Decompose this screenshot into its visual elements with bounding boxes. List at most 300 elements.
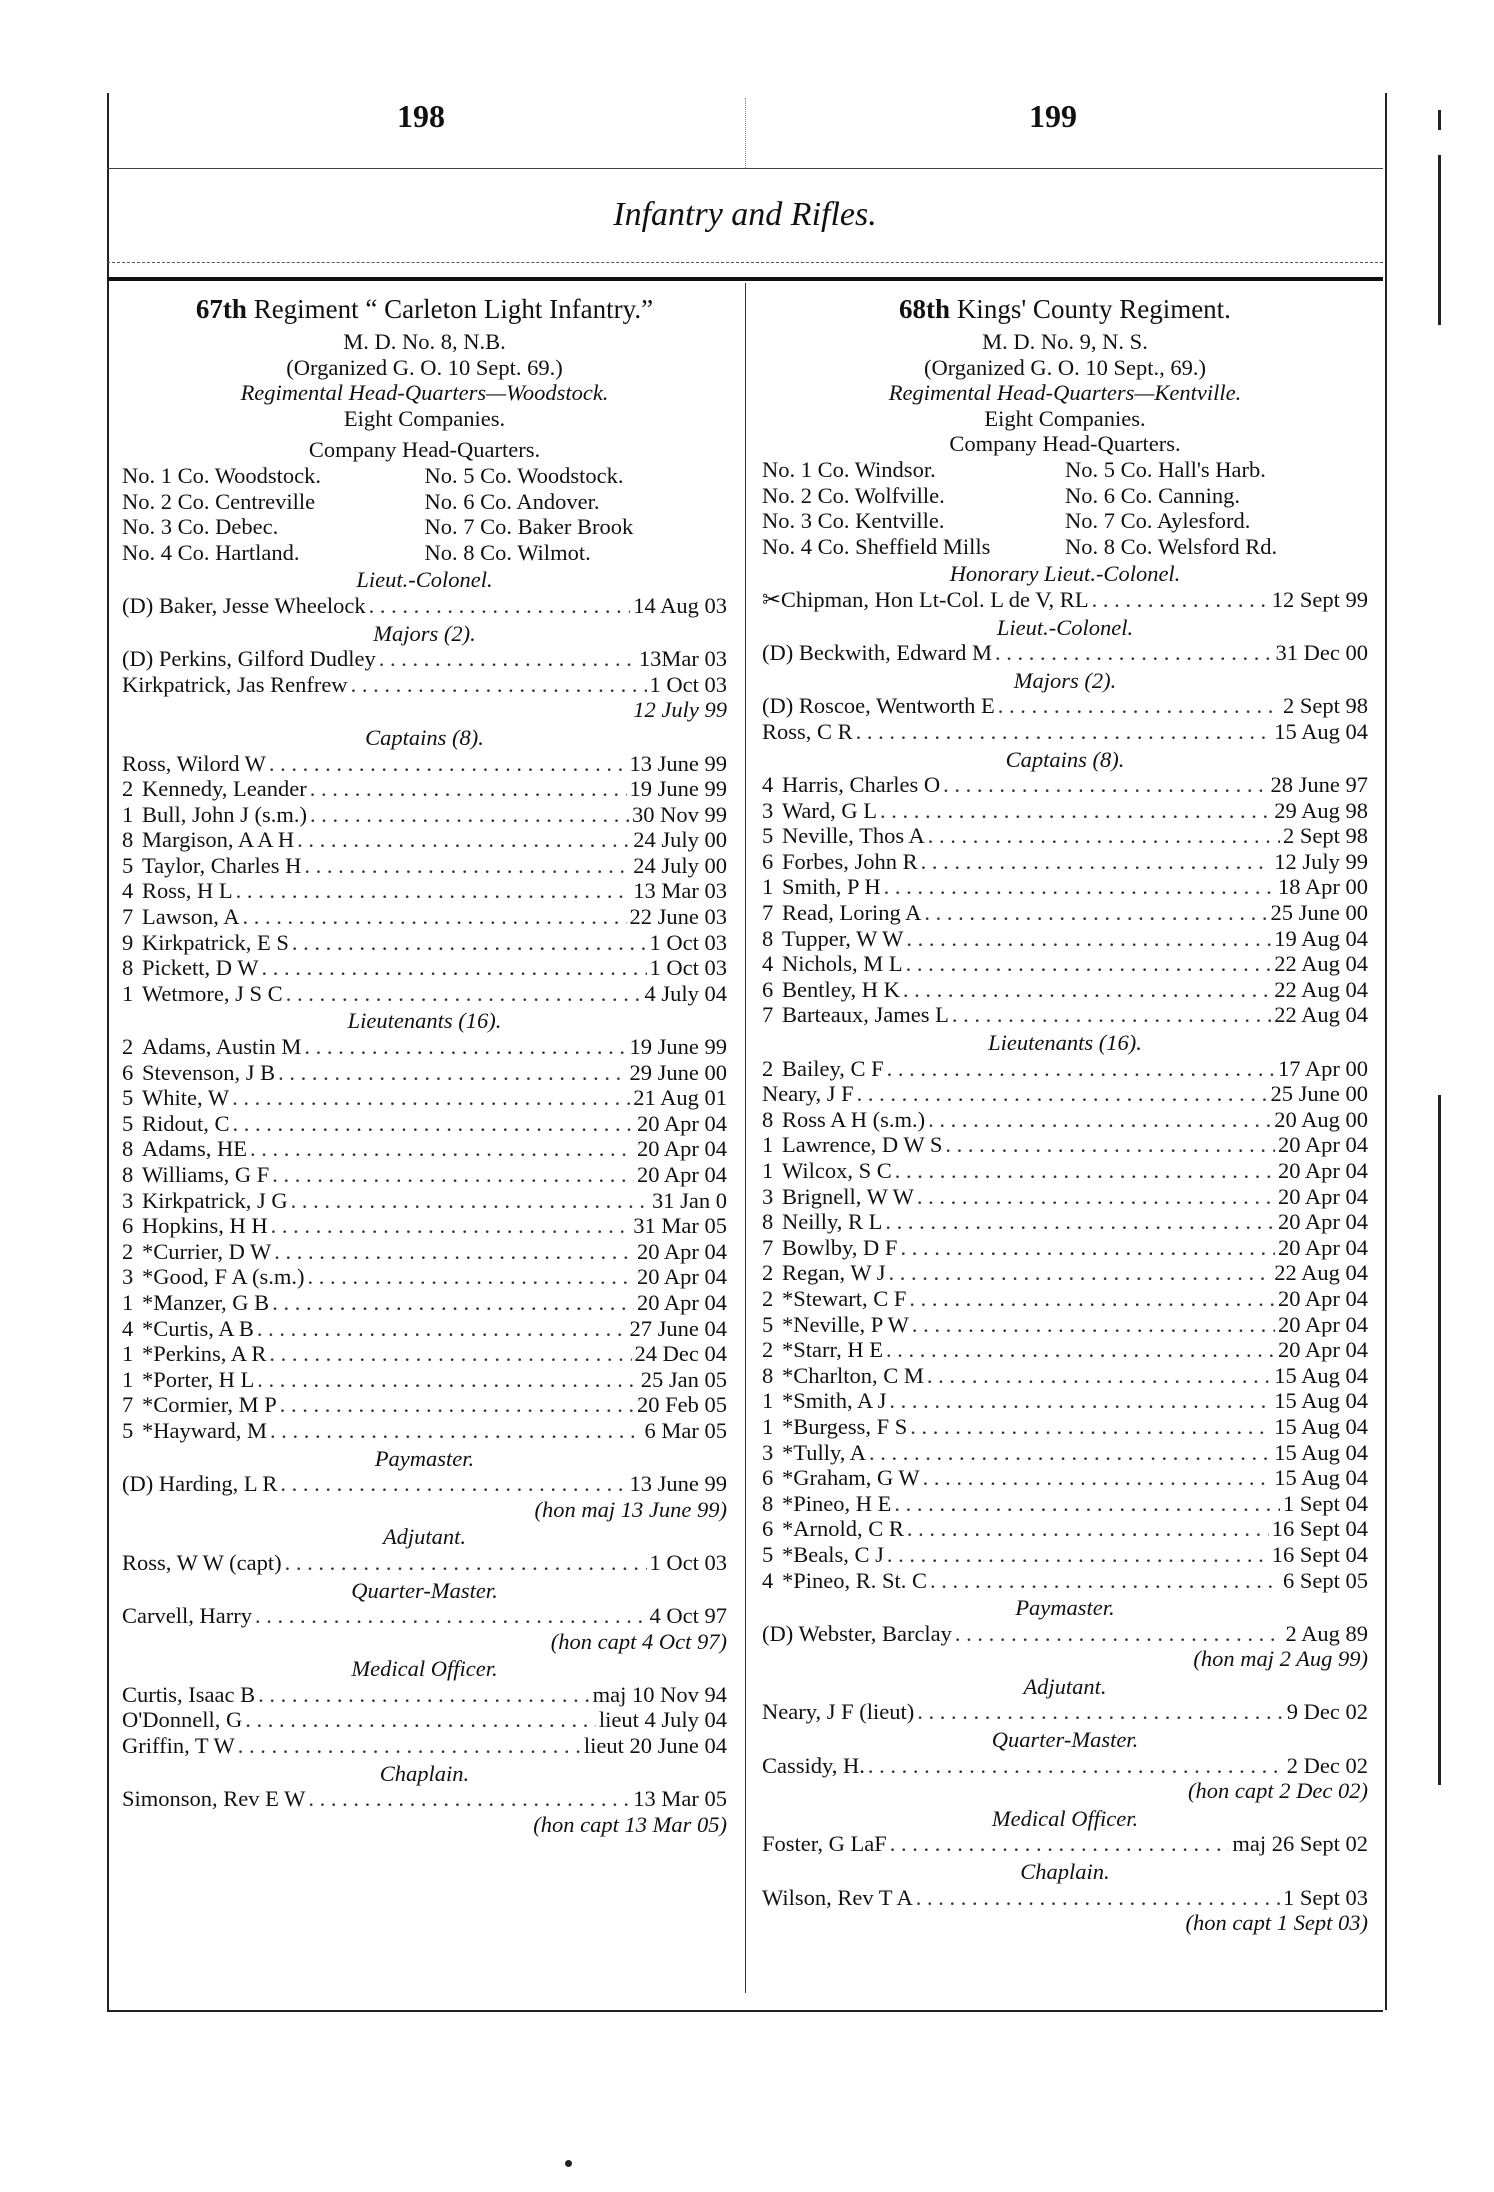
rank-heading: Medical Officer. — [351, 1656, 498, 1682]
rank-heading: Majors (2). — [373, 620, 476, 646]
officer-name: Wetmore, J S C — [142, 980, 283, 1006]
company-list — [762, 457, 1368, 559]
officer-row — [122, 1213, 727, 1239]
dot-leader — [930, 1568, 1280, 1594]
rank-heading: Captains (8). — [1005, 746, 1125, 772]
officer-name: *Neville, P W — [782, 1311, 909, 1337]
dot-leader — [917, 1184, 1275, 1210]
officer-name: Kirkpatrick, Jas Renfrew — [122, 671, 348, 697]
officer-name: Wilson, Rev T A — [762, 1884, 913, 1910]
officer-name: Smith, P H — [782, 874, 881, 900]
dot-leader — [308, 1786, 630, 1812]
rank-heading: Majors (2). — [1013, 667, 1117, 693]
rank-heading: Lieut.-Colonel. — [996, 614, 1134, 640]
dot-leader — [869, 1440, 1271, 1466]
commission-date: maj 26 Sept 02 — [1232, 1831, 1368, 1857]
officer-name: Simonson, Rev E W — [122, 1786, 306, 1812]
company-count: Eight Companies. — [343, 405, 506, 431]
dot-leader — [889, 1388, 1271, 1414]
officer-name: *Porter, H L — [142, 1366, 255, 1392]
company-number: 1 — [762, 1413, 774, 1439]
commission-date: 28 June 97 — [1270, 772, 1368, 798]
company-number: 4 — [762, 772, 774, 798]
officer-row — [122, 1111, 727, 1137]
officer-sections — [762, 561, 1368, 1935]
edge-mark — [1438, 155, 1441, 325]
company-entry: No. 8 Co. Welsford Rd. — [1065, 533, 1278, 559]
company-number: 3 — [762, 1439, 774, 1465]
dot-leader — [886, 1337, 1275, 1363]
dot-leader — [928, 1107, 1271, 1133]
company-number: 4 — [122, 1315, 134, 1341]
officer-row — [122, 1471, 727, 1497]
company-number: 6 — [122, 1213, 134, 1239]
officer-name: *Stewart, C F — [782, 1285, 907, 1311]
officer-name: *Smith, A J — [782, 1388, 887, 1414]
officer-row — [122, 593, 727, 619]
company-number: 2 — [762, 1337, 774, 1363]
company-hq-heading: Company Head-Quarters. — [308, 437, 541, 463]
officer-row — [122, 776, 727, 802]
dot-leader — [921, 849, 1272, 875]
officer-row — [762, 926, 1368, 952]
officer-row — [122, 878, 727, 904]
company-number: 5 — [762, 1311, 774, 1337]
commission-date: 22 Aug 04 — [1274, 1260, 1368, 1286]
officer-row — [122, 1034, 727, 1060]
rank-heading: Adjutant. — [1023, 1673, 1107, 1699]
dot-leader — [880, 798, 1271, 824]
company-number: 6 — [122, 1059, 134, 1085]
regiment-number: 68th — [899, 294, 951, 324]
dot-leader — [238, 1733, 581, 1759]
officer-name: *Manzer, G B — [142, 1289, 270, 1315]
regimental-hq: Regimental Head-Quarters—Woodstock. — [240, 380, 609, 406]
officer-name: (D) Harding, L R — [122, 1471, 278, 1497]
dot-leader — [255, 1603, 647, 1629]
officer-row — [122, 1316, 727, 1342]
officer-row — [762, 1260, 1368, 1286]
company-number: 2 — [122, 776, 134, 802]
dot-leader — [910, 1414, 1271, 1440]
commission-date: 31 Mar 05 — [633, 1213, 727, 1239]
officer-row — [762, 977, 1368, 1003]
company-number: 2 — [762, 1285, 774, 1311]
commission-date: 30 Nov 99 — [632, 801, 727, 827]
officer-row — [762, 1107, 1368, 1133]
dot-leader — [236, 878, 631, 904]
rank-heading: Medical Officer. — [991, 1805, 1139, 1831]
commission-date: 1 Sept 04 — [1282, 1490, 1368, 1516]
dot-leader — [292, 930, 647, 956]
company-number: 5 — [122, 1417, 134, 1443]
commission-date: 1 Sept 03 — [1282, 1884, 1368, 1910]
regiment-heading — [122, 295, 727, 323]
regimental-hq: Regimental Head-Quarters—Kentville. — [888, 380, 1242, 406]
officer-row — [122, 672, 727, 698]
company-number: 8 — [762, 1362, 774, 1388]
company-number: 2 — [762, 1055, 774, 1081]
officer-row — [762, 1753, 1368, 1779]
commission-date: 20 Apr 04 — [637, 1289, 727, 1315]
officer-row — [122, 827, 727, 853]
officer-name: Lawson, A — [142, 904, 240, 930]
officer-row — [122, 955, 727, 981]
ink-speck — [565, 2160, 572, 2167]
commission-date: 14 Aug 03 — [633, 592, 727, 618]
officer-name: Carvell, Harry — [122, 1603, 252, 1629]
rank-heading: Paymaster. — [374, 1445, 475, 1471]
dot-leader — [906, 926, 1271, 952]
commission-date: lieut 20 June 04 — [583, 1733, 727, 1759]
dot-leader — [955, 1621, 1283, 1647]
rank-heading: Paymaster. — [1015, 1595, 1115, 1621]
officer-row — [122, 1392, 727, 1418]
dot-leader — [885, 1209, 1275, 1235]
officer-row — [122, 1550, 727, 1576]
company-number: 5 — [122, 1085, 134, 1111]
commission-date: 13 June 99 — [629, 1471, 727, 1497]
officer-name: Wilcox, S C — [782, 1158, 892, 1183]
commission-date: 2 Dec 02 — [1286, 1752, 1368, 1778]
regiment-name: Regiment “ Carleton Light Infantry.” — [246, 294, 654, 324]
officer-name: Ross, H L — [142, 878, 233, 904]
officer-name: Taylor, Charles H — [142, 852, 302, 878]
commission-date: 12 Sept 99 — [1271, 586, 1368, 612]
dot-leader — [297, 827, 630, 853]
military-district: M. D. No. 8, N.B. — [343, 329, 506, 354]
company-entry: No. 8 Co. Wilmot. — [424, 539, 591, 565]
officer-row — [122, 930, 727, 956]
commission-date: 15 Aug 04 — [1274, 718, 1368, 744]
officer-row — [122, 1733, 727, 1759]
rank-heading: Captains (8). — [365, 724, 484, 750]
officer-name: Adams, Austin M — [142, 1034, 302, 1060]
regiment-name: Kings' County Regiment. — [950, 294, 1231, 324]
officer-row — [762, 1286, 1368, 1312]
officer-row — [762, 772, 1368, 798]
rank-heading: Adjutant. — [382, 1524, 467, 1550]
commission-date: 20 Apr 04 — [1278, 1311, 1368, 1337]
officer-row — [762, 1699, 1368, 1725]
company-hq-heading: Company Head-Quarters. — [949, 431, 1181, 457]
officer-row — [762, 874, 1368, 900]
commission-date: 31 Jan 0 — [652, 1187, 727, 1213]
company-count: Eight Companies. — [984, 405, 1146, 431]
officer-name: Harris, Charles O — [782, 772, 941, 798]
officer-name: *Beals, C J — [782, 1541, 884, 1567]
officer-name: Cassidy, H. — [762, 1752, 865, 1778]
commission-date: 19 June 99 — [629, 776, 727, 802]
dot-leader — [924, 900, 1267, 926]
dot-leader — [379, 646, 636, 672]
thick-rule — [107, 277, 1383, 281]
dot-leader — [272, 1162, 634, 1188]
officer-name: (D) Beckwith, Edward M — [762, 640, 992, 666]
officer-name: Williams, G F — [142, 1162, 270, 1187]
officer-row — [762, 1516, 1368, 1542]
company-number: 8 — [762, 1209, 774, 1235]
commission-date: 22 Aug 04 — [1274, 976, 1368, 1002]
company-number: 8 — [762, 925, 774, 951]
officer-name: Barteaux, James L — [782, 1002, 949, 1028]
officer-name: *Tully, A — [782, 1439, 867, 1465]
right-page-number: 199 — [1029, 98, 1077, 134]
dot-leader — [1092, 587, 1269, 613]
organized-note: (Organized G. O. 10 Sept. 69.) — [286, 354, 563, 380]
dot-leader — [927, 1363, 1271, 1389]
commission-date: 4 Oct 97 — [649, 1603, 727, 1629]
company-number: 6 — [762, 1516, 774, 1542]
company-number: 1 — [762, 1388, 774, 1414]
dot-leader — [912, 1312, 1275, 1338]
officer-name: Neary, J F — [762, 1081, 854, 1107]
company-number: 8 — [762, 1106, 774, 1132]
officer-name: Hopkins, H H — [142, 1213, 268, 1239]
left-page-number: 198 — [397, 98, 445, 134]
officer-name: *Arnold, C R — [782, 1516, 904, 1542]
dot-leader — [868, 1753, 1284, 1779]
commission-date: 6 Mar 05 — [644, 1417, 727, 1443]
commission-date: 20 Apr 04 — [1278, 1234, 1368, 1260]
company-number: 5 — [122, 852, 134, 878]
dot-leader — [274, 1239, 634, 1265]
dot-leader — [304, 1034, 626, 1060]
company-number: 1 — [122, 1289, 134, 1315]
officer-name: *Currier, D W — [142, 1238, 272, 1264]
company-number: 1 — [122, 980, 134, 1006]
dot-leader — [269, 751, 627, 777]
commission-date: 21 Aug 01 — [633, 1085, 727, 1111]
commission-date: 4 July 04 — [644, 980, 727, 1006]
officer-row — [762, 1568, 1368, 1594]
officer-name: *Curtis, A B — [142, 1315, 254, 1341]
officer-row — [122, 1060, 727, 1086]
dot-leader — [261, 955, 646, 981]
dot-leader — [280, 1471, 626, 1497]
officer-row — [762, 719, 1368, 745]
rank-heading: Honorary Lieut.-Colonel. — [949, 561, 1181, 587]
dot-leader — [900, 1235, 1275, 1261]
company-number: 8 — [122, 827, 134, 853]
dot-leader — [917, 1699, 1284, 1725]
officer-name: *Perkins, A R — [142, 1341, 267, 1367]
officer-row — [122, 802, 727, 828]
honorary-note: (hon capt 4 Oct 97) — [550, 1628, 727, 1654]
column-divider — [745, 283, 746, 1993]
officer-name: Margison, A A H — [142, 827, 295, 853]
officer-name: *Good, F A (s.m.) — [142, 1264, 305, 1290]
commission-date: maj 10 Nov 94 — [592, 1681, 727, 1707]
company-number: 3 — [762, 797, 774, 823]
dot-leader — [889, 1260, 1272, 1286]
rank-heading: Lieut.-Colonel. — [356, 567, 493, 593]
rule — [107, 262, 1383, 263]
rank-heading: Lieutenants (16). — [988, 1030, 1142, 1056]
commission-date: lieut 4 July 04 — [598, 1707, 727, 1733]
dot-leader — [952, 1002, 1271, 1028]
dot-leader — [895, 1158, 1275, 1184]
honorary-note: (hon capt 1 Sept 03) — [1185, 1910, 1368, 1936]
officer-row — [762, 823, 1368, 849]
dot-leader — [890, 1831, 1230, 1857]
company-entry: No. 5 Co. Hall's Harb. — [1065, 456, 1266, 482]
dot-leader — [310, 802, 629, 828]
officer-row — [762, 587, 1368, 613]
company-number: 4 — [122, 878, 134, 904]
dot-leader — [998, 693, 1280, 719]
dot-leader — [232, 1085, 630, 1111]
company-number: 4 — [762, 1567, 774, 1593]
officer-row — [122, 1290, 727, 1316]
left-column — [122, 295, 727, 1837]
commission-date: 20 Apr 04 — [1278, 1209, 1368, 1235]
officer-row — [122, 1264, 727, 1290]
company-number: 1 — [762, 874, 774, 900]
officer-name: Ross, Wilord W — [122, 750, 266, 776]
dot-leader — [943, 772, 1267, 798]
commission-date: 13 June 99 — [629, 750, 727, 776]
company-number: 8 — [122, 955, 134, 981]
officer-row — [122, 646, 727, 672]
commission-date: 2 Aug 89 — [1285, 1620, 1368, 1646]
rank-heading: Lieutenants (16). — [347, 1008, 502, 1034]
officer-row — [122, 904, 727, 930]
officer-row — [762, 1542, 1368, 1568]
commission-date: 22 Aug 04 — [1274, 951, 1368, 977]
dot-leader — [280, 1392, 634, 1418]
officer-name: Bowlby, D F — [782, 1234, 898, 1260]
company-number: 8 — [122, 1162, 134, 1187]
military-district: M. D. No. 9, N. S. — [982, 329, 1148, 354]
organized-note: (Organized G. O. 10 Sept., 69.) — [923, 354, 1207, 380]
company-entry: No. 1 Co. Windsor. — [762, 456, 936, 482]
honorary-note: (hon capt 13 Mar 05) — [533, 1811, 727, 1837]
dot-leader — [308, 1264, 634, 1290]
honorary-note: 12 July 99 — [633, 697, 727, 723]
company-number: 6 — [762, 976, 774, 1002]
company-number: 5 — [762, 823, 774, 849]
company-entry: No. 6 Co. Andover. — [424, 488, 600, 514]
dot-leader — [285, 1550, 647, 1576]
company-entry: No. 7 Co. Aylesford. — [1065, 508, 1251, 534]
officer-row — [762, 1885, 1368, 1911]
dot-leader — [271, 1213, 631, 1239]
officer-name: (D) Roscoe, Wentworth E — [762, 693, 995, 719]
company-number: 9 — [122, 929, 134, 955]
company-list — [122, 463, 727, 565]
officer-row — [762, 1363, 1368, 1389]
commission-date: 1 Oct 03 — [649, 1549, 727, 1575]
edge-mark — [1438, 1095, 1441, 1785]
officer-name: White, W — [142, 1085, 230, 1111]
dot-leader — [278, 1060, 626, 1086]
officer-name: *Charlton, C M — [782, 1362, 924, 1388]
commission-date: 25 Jan 05 — [640, 1366, 727, 1392]
officer-name: Nichols, M L — [782, 951, 903, 977]
company-number: 1 — [762, 1132, 774, 1158]
bottom-rule — [107, 2010, 1383, 2012]
commission-date: 24 July 00 — [633, 852, 727, 878]
rule — [107, 168, 1383, 169]
commission-date: 20 Apr 04 — [1278, 1285, 1368, 1311]
commission-date: 24 July 00 — [633, 827, 727, 853]
page-divider — [745, 98, 746, 168]
dot-leader — [857, 1081, 1268, 1107]
commission-date: 20 Apr 04 — [1278, 1337, 1368, 1363]
officer-row — [762, 1388, 1368, 1414]
officer-row — [122, 1085, 727, 1111]
officer-row — [122, 1786, 727, 1812]
commission-date: 20 Apr 04 — [1278, 1132, 1368, 1158]
officer-row — [122, 853, 727, 879]
regiment-heading — [762, 295, 1368, 323]
officer-name: Neary, J F (lieut) — [762, 1699, 915, 1725]
dot-leader — [945, 1132, 1275, 1158]
company-entry: No. 6 Co. Canning. — [1065, 482, 1241, 508]
commission-date: 22 Aug 04 — [1274, 1002, 1368, 1028]
company-number: 7 — [762, 1234, 774, 1260]
commission-date: 15 Aug 04 — [1274, 1388, 1368, 1414]
officer-row — [122, 1239, 727, 1265]
officer-name: Griffin, T W — [122, 1733, 235, 1759]
company-number: 1 — [122, 1366, 134, 1392]
commission-date: 15 Aug 04 — [1274, 1413, 1368, 1439]
company-number: 7 — [122, 1392, 134, 1418]
commission-date: 20 Apr 04 — [637, 1162, 727, 1187]
officer-sections — [122, 567, 727, 1837]
officer-row — [762, 640, 1368, 666]
officer-row — [762, 693, 1368, 719]
rank-heading: Quarter-Master. — [351, 1577, 498, 1603]
edge-mark — [1438, 110, 1441, 130]
dot-leader — [286, 981, 642, 1007]
officer-row — [762, 1235, 1368, 1261]
dot-leader — [257, 1367, 638, 1393]
officer-row — [762, 1465, 1368, 1491]
company-number: 6 — [762, 848, 774, 874]
officer-name: Kirkpatrick, E S — [142, 929, 289, 955]
company-number: 2 — [122, 1034, 134, 1060]
dot-leader — [310, 776, 627, 802]
company-entry: No. 2 Co. Centreville — [122, 488, 316, 514]
commission-date: 19 Aug 04 — [1274, 925, 1368, 951]
company-entry: No. 4 Co. Sheffield Mills — [762, 533, 991, 559]
dot-leader — [916, 1885, 1280, 1911]
commission-date: 2 Sept 98 — [1282, 823, 1368, 849]
officer-name: Lawrence, D W S — [782, 1132, 943, 1158]
dot-leader — [351, 672, 647, 698]
company-number: 1 — [122, 1341, 134, 1367]
commission-date: 25 June 00 — [1270, 1081, 1368, 1107]
officer-row — [762, 1132, 1368, 1158]
commission-date: 20 Aug 00 — [1274, 1106, 1368, 1132]
officer-name: *Hayward, M — [142, 1417, 267, 1443]
right-column — [762, 295, 1368, 1936]
officer-name: Read, Loring A — [782, 900, 922, 926]
officer-name: Adams, HE — [142, 1136, 247, 1162]
commission-date: 9 Dec 02 — [1286, 1699, 1368, 1725]
rank-heading: Chaplain. — [379, 1760, 470, 1786]
officer-row — [762, 1081, 1368, 1107]
commission-date: 15 Aug 04 — [1274, 1465, 1368, 1491]
company-entry: No. 3 Co. Kentville. — [762, 508, 945, 534]
commission-date: 16 Sept 04 — [1271, 1541, 1368, 1567]
dot-leader — [272, 1290, 634, 1316]
commission-date: 20 Feb 05 — [637, 1392, 727, 1418]
officer-name: Bull, John J (s.m.) — [142, 801, 308, 827]
commission-date: 13 Mar 05 — [633, 1786, 727, 1812]
